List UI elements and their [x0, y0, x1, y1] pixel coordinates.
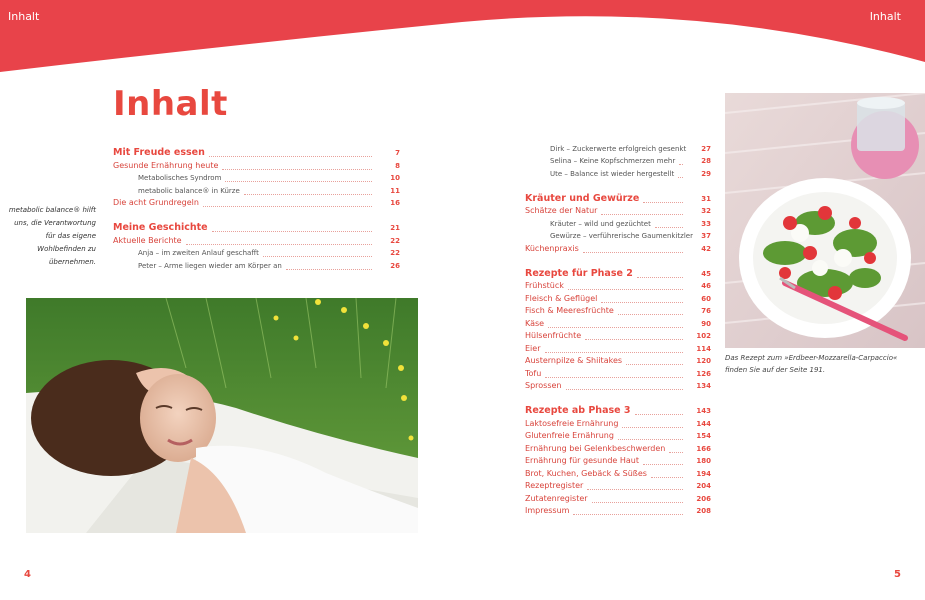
toc-subentry [113, 172, 400, 185]
page-number-right: 5 [894, 569, 901, 580]
toc-subentry [113, 259, 400, 272]
toc-entry-title: Laktosefreie Ernährung [525, 418, 619, 428]
toc-subentry [113, 184, 400, 197]
toc-page-number: 16 [390, 199, 400, 207]
toc-dot-leader [626, 358, 683, 365]
toc-subentry [525, 155, 711, 168]
toc-entry [113, 234, 400, 247]
toc-dot-leader [585, 333, 683, 340]
toc-dot-leader [286, 263, 372, 270]
toc-entry [525, 442, 711, 455]
toc-entry-title: Dirk – Zuckerwerte erfolgreich gesenkt [550, 144, 687, 153]
toc-page-number: 144 [696, 419, 711, 428]
toc-page-number: 60 [701, 294, 711, 303]
toc-entry-title: Fisch & Meeresfrüchte [525, 306, 614, 315]
toc-entry-title: Frühstück [525, 281, 564, 290]
toc-page-number: 126 [696, 369, 711, 378]
toc-entry [525, 367, 711, 380]
toc-dot-leader [592, 496, 683, 503]
toc-page-number: 143 [696, 407, 711, 415]
toc-page-number: 37 [701, 232, 711, 240]
toc-dot-leader [244, 188, 372, 195]
toc-left-column [113, 143, 400, 272]
toc-page-number: 27 [701, 144, 711, 153]
toc-entry-title: Ernährung für gesunde Haut [525, 456, 639, 465]
toc-right-column [525, 142, 711, 517]
toc-entry [525, 205, 711, 218]
toc-entry-title: Kräuter – wild und gezüchtet [550, 219, 651, 228]
toc-dot-leader [212, 225, 372, 232]
running-header-right: Inhalt [869, 10, 901, 23]
toc-dot-leader [618, 433, 683, 440]
toc-section-gap [525, 255, 711, 264]
toc-dot-leader [222, 163, 372, 170]
toc-entry-title: Anja – im zweiten Anlauf geschafft [138, 249, 259, 257]
toc-entry [525, 342, 711, 355]
toc-entry-title: Peter – Arme liegen wieder am Körper an [138, 261, 282, 270]
toc-page-number: 206 [696, 494, 711, 503]
toc-section-heading [525, 189, 711, 205]
toc-entry [525, 467, 711, 480]
toc-section-heading [113, 218, 400, 234]
toc-subentry [525, 230, 711, 243]
toc-dot-leader [601, 296, 683, 303]
page-title: Inhalt [113, 84, 228, 124]
toc-dot-leader [622, 421, 683, 428]
toc-entry-title: Kräuter und Gewürze [525, 192, 640, 204]
photo-carpaccio-dish [725, 93, 925, 348]
toc-dot-leader [209, 150, 372, 157]
toc-page-number: 166 [696, 444, 711, 453]
page-number-left: 4 [24, 569, 31, 580]
toc-entry [525, 480, 711, 493]
toc-entry-title: Rezeptregister [525, 481, 584, 490]
toc-dot-leader [263, 250, 372, 257]
toc-entry-title: Rezepte für Phase 2 [525, 267, 633, 279]
toc-dot-leader [618, 308, 683, 315]
toc-entry-title: Ute – Balance ist wieder hergestellt [550, 169, 675, 178]
toc-entry [525, 355, 711, 368]
toc-entry [525, 455, 711, 468]
toc-page-number: 29 [701, 169, 711, 178]
toc-entry [525, 330, 711, 343]
toc-entry [525, 292, 711, 305]
toc-entry [113, 197, 400, 210]
toc-entry [525, 417, 711, 430]
toc-entry-title: Eier [525, 343, 541, 353]
toc-page-number: 120 [696, 357, 711, 365]
toc-entry [525, 505, 711, 518]
toc-entry-title: Zutatenregister [525, 493, 588, 503]
toc-page-number: 28 [701, 157, 711, 165]
toc-entry-title: Selina – Keine Kopfschmerzen mehr [550, 157, 676, 165]
toc-page-number: 21 [390, 224, 400, 232]
toc-page-number: 46 [701, 282, 711, 290]
toc-entry-title: Ernährung bei Gelenkbeschwerden [525, 443, 666, 453]
toc-page-number: 42 [701, 244, 711, 253]
toc-entry-title: Sprossen [525, 381, 562, 390]
running-header-left: Inhalt [8, 10, 40, 23]
toc-dot-leader [643, 458, 683, 465]
toc-page-number: 90 [701, 319, 711, 328]
toc-page-number: 7 [395, 149, 400, 157]
toc-page-number: 8 [395, 161, 400, 170]
toc-page-number: 154 [696, 432, 711, 440]
toc-entry [525, 430, 711, 443]
toc-entry-title: Küchenpraxis [525, 243, 579, 253]
toc-dot-leader [566, 383, 684, 390]
toc-page-number: 32 [701, 207, 711, 215]
toc-page-number: 22 [390, 249, 400, 257]
toc-dot-leader [635, 408, 684, 415]
toc-section-heading [525, 401, 711, 417]
toc-entry-title: Aktuelle Berichte [113, 235, 182, 245]
toc-subentry [525, 217, 711, 230]
toc-page-number: 31 [701, 194, 711, 203]
toc-entry-title: Meine Geschichte [113, 222, 208, 233]
toc-dot-leader [643, 196, 683, 203]
toc-dot-leader [548, 321, 683, 328]
toc-entry [525, 305, 711, 318]
toc-entry [525, 242, 711, 255]
toc-entry [525, 492, 711, 505]
toc-dot-leader [669, 446, 683, 453]
toc-entry-title: Hülsenfrüchte [525, 331, 582, 340]
toc-entry-title: Fleisch & Geflügel [525, 293, 598, 303]
toc-entry-title: Brot, Kuchen, Gebäck & Süßes [525, 468, 647, 478]
photo-woman-in-grass [26, 298, 418, 533]
toc-page-number: 76 [701, 307, 711, 315]
header-banner [0, 0, 925, 80]
toc-entry [525, 380, 711, 393]
toc-subentry [113, 247, 400, 260]
toc-page-number: 208 [696, 507, 711, 515]
toc-entry-title: Schätze der Natur [525, 206, 598, 215]
toc-entry-title: Impressum [525, 506, 570, 515]
toc-section-heading [525, 264, 711, 280]
toc-entry [525, 317, 711, 330]
toc-entry-title: Rezepte ab Phase 3 [525, 405, 631, 416]
toc-dot-leader [203, 200, 372, 207]
toc-dot-leader [545, 346, 684, 353]
toc-entry-title: Gesunde Ernährung heute [113, 160, 219, 170]
side-quote: metabolic balance® hilft uns, die Verantwortung für das eigene Wohlbefinden zu übernehmen. [8, 206, 96, 266]
toc-page-number: 10 [390, 174, 400, 182]
toc-page-number: 26 [390, 261, 400, 270]
toc-entry-title: Die acht Grundregeln [113, 198, 199, 207]
toc-page-number: 194 [696, 469, 711, 478]
toc-entry-title: Tofu [525, 368, 542, 378]
toc-page-number: 22 [390, 236, 400, 245]
toc-page-number: 180 [696, 457, 711, 465]
toc-page-number: 204 [696, 482, 711, 490]
toc-entry [525, 280, 711, 293]
toc-section-gap [525, 392, 711, 401]
toc-dot-leader [225, 175, 372, 182]
toc-page-number: 114 [696, 344, 711, 353]
photo-caption: Das Rezept zum »Erdbeer-Mozzarella-Carpaccio« finden Sie auf der Seite 191. [725, 354, 898, 374]
toc-dot-leader [637, 271, 683, 278]
toc-dot-leader [655, 221, 683, 228]
toc-dot-leader [583, 246, 683, 253]
toc-entry-title: Metabolisches Syndrom [138, 174, 222, 182]
toc-dot-leader [545, 371, 683, 378]
toc-page-number: 134 [696, 382, 711, 390]
toc-section-gap [113, 209, 400, 218]
toc-entry-title: Austernpilze & Shiitakes [525, 356, 623, 365]
toc-dot-leader [573, 508, 683, 515]
toc-page-number: 102 [696, 332, 711, 340]
toc-dot-leader [587, 483, 683, 490]
toc-section-gap [525, 180, 711, 189]
toc-entry-title: Mit Freude essen [113, 147, 205, 158]
toc-dot-leader [651, 471, 683, 478]
toc-entry-title: Gewürze – verführerische Gaumenkitzler [550, 232, 693, 240]
toc-page-number: 33 [701, 219, 711, 228]
toc-entry [113, 159, 400, 172]
toc-section-heading [113, 143, 400, 159]
toc-dot-leader [601, 208, 683, 215]
toc-entry-title: Käse [525, 318, 545, 328]
toc-subentry [525, 142, 711, 155]
toc-entry-title: metabolic balance® in Kürze [138, 186, 240, 195]
toc-subentry [525, 167, 711, 180]
toc-page-number: 45 [701, 269, 711, 278]
toc-dot-leader [568, 283, 683, 290]
toc-page-number: 11 [390, 186, 400, 195]
toc-entry-title: Glutenfreie Ernährung [525, 431, 614, 440]
toc-dot-leader [186, 238, 372, 245]
